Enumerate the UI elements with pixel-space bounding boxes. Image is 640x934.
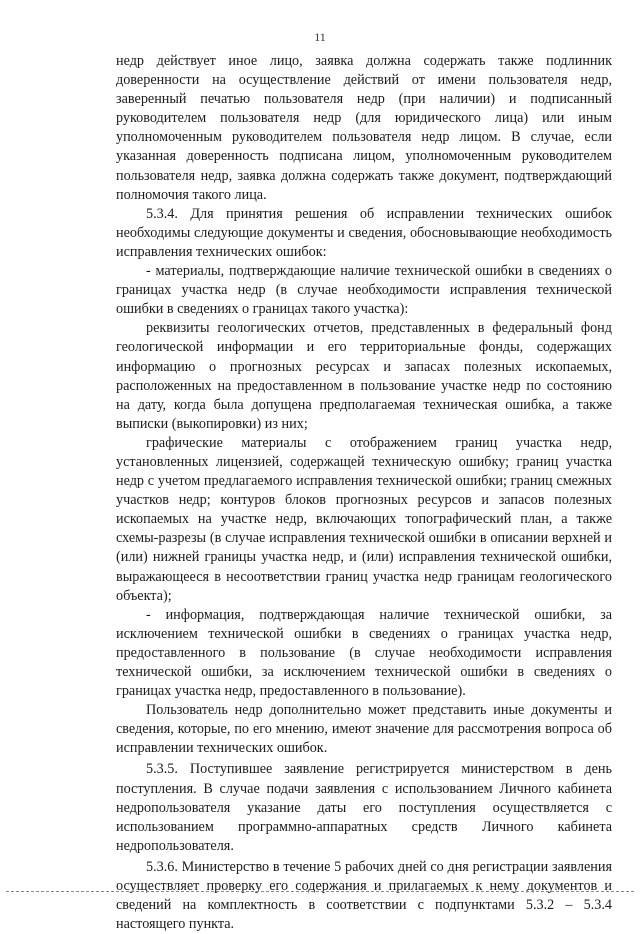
paragraph-graphic-materials: графические материалы с отображением границ участка недр, установленных лицензией, содержащей техническую ошибку; границ участка недр с учетом предлагаемого исправления технической ошибки; границ смежных участков недр; контуров блоков прогнозных ресурсов и запасов полезных ископаемых на участке недр, включающих топографический план, а также схемы-разрезы (в случае исправления технической ошибки в описании верхней и (или) нижней границы участка недр, и (или) исправления технической ошибки, выражающееся в несоответствии границ участка недр границам геологического объекта); <box>116 434 612 604</box>
paragraph-additional-documents: Пользователь недр дополнительно может представить иные документы и сведения, которые, по его мнению, имеют значение для рассмотрения вопроса об исправлении технических ошибок. <box>116 702 612 757</box>
paragraph-geological-reports: реквизиты геологических отчетов, представленных в федеральный фонд геологической информации и его территориальные фонды, содержащих информацию о прогнозных ресурсах и запасах полезных ископаемых, расположенных на предоставленном в пользование участке недр по состоянию на дату, когда была допущена предполагаемая техническая ошибка, а также выписки (выкопировки) из них; <box>116 320 612 432</box>
paragraph-5-3-6: 5.3.6. Министерство в течение 5 рабочих дней со дня регистрации заявления осуществляет проверку его содержания и прилагаемых к нему документов и сведений на комплектность в соответствии с подпунктами 5.3.2 – 5.3.4 настоящего пункта. <box>116 858 612 933</box>
document-body <box>116 52 612 934</box>
paragraph-boundary-materials: - материалы, подтверждающие наличие технической ошибки в сведениях о границах участка недр (в случае необходимости исправления технической ошибки в сведениях о границах такого участка): <box>116 263 612 318</box>
paragraph-power-of-attorney: недр действует иное лицо, заявка должна содержать также подлинник доверенности на осуществление действий от имени пользователя недр, заверенный печатью пользователя недр (при наличии) и подписанный руководителем пользователя недр (для юридического лица) или иным уполномоченным руководителем пользователя недр лицом. В случае, если указанная доверенность подписана лицом, уполномоченным руководителем пользователя недр, заявка должна содержать также документ, подтверждающий полномочия такого лица. <box>116 53 612 203</box>
page-bottom-divider <box>6 891 634 892</box>
paragraph-5-3-5: 5.3.5. Поступившее заявление регистрируется министерством в день поступления. В случае подачи заявления с использованием Личного кабинета недропользователя указание даты его поступления осуществляется с использованием программно-аппаратных средств Личного кабинета недропользователя. <box>116 761 612 854</box>
page-number: 11 <box>314 30 326 44</box>
paragraph-other-information: - информация, подтверждающая наличие технической ошибки, за исключением технической ошибки в сведениях о границах участка недр, предоставленного в пользование (в случае необходимости исправления технической ошибки, за исключением технической ошибки в сведениях о границах участка недр, предоставленного в пользование). <box>116 606 612 700</box>
paragraph-5-3-4: 5.3.4. Для принятия решения об исправлении технических ошибок необходимы следующие документы и сведения, обосновывающие необходимость исправления технических ошибок: <box>116 205 612 260</box>
